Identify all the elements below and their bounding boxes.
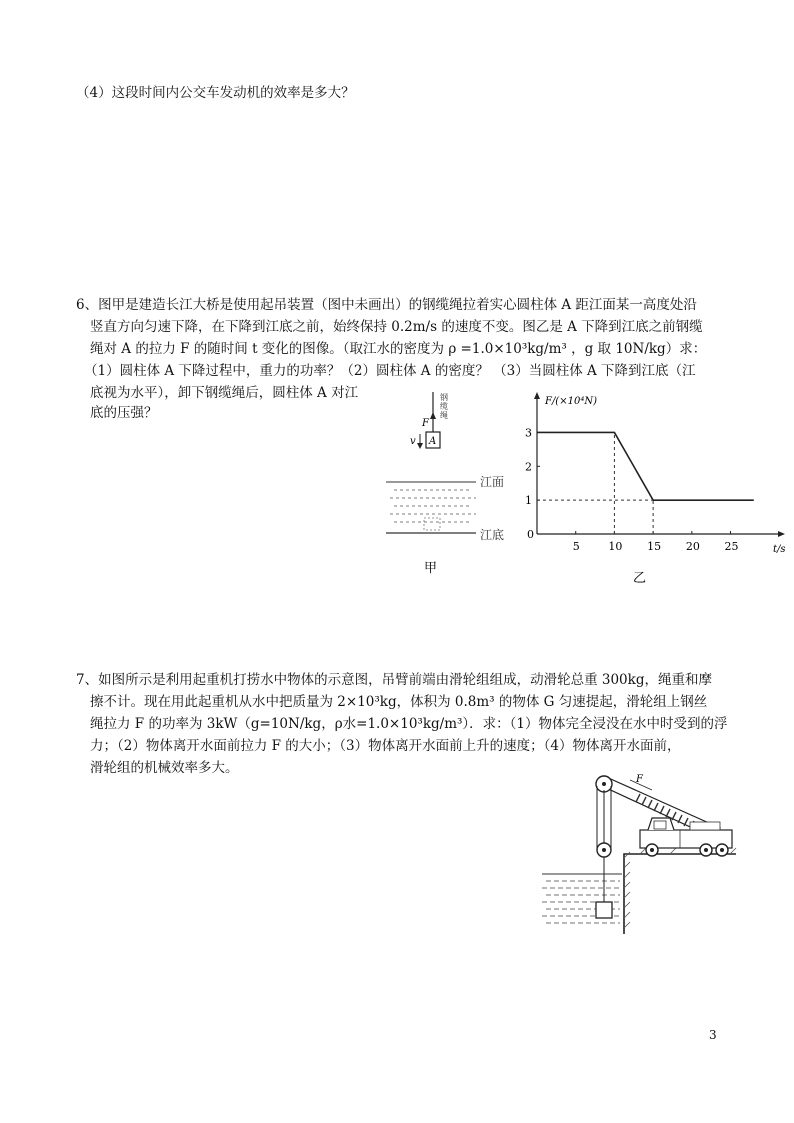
q6-line: 6、图甲是建造长江大桥是使用起吊装置（图中未画出）的钢缆绳拉着实心圆柱体 A 距江面某一高度处沿 — [76, 297, 697, 313]
x-tick-label: 20 — [685, 540, 700, 553]
velocity-label: v — [410, 436, 416, 447]
q6-line: 底的压强？ — [90, 405, 158, 421]
figure-jia — [380, 388, 520, 588]
surface-label: 江面 — [480, 475, 505, 489]
q6-line: 竖直方向匀速下降，在下降到江底之前，始终保持 0.2m/s 的速度不变。图乙是 A 下降到江底之前钢缆 — [90, 319, 703, 335]
river-bank — [624, 854, 736, 934]
cable-label — [440, 392, 448, 420]
object-a-bottom — [424, 518, 440, 530]
force-arrow-icon — [430, 412, 436, 419]
q7-line: 滑轮组的机械效率多大。 — [90, 760, 239, 776]
q7-line: 7、如图所示是利用起重机打捞水中物体的示意图，吊臂前端由滑轮组组成，动滑轮总重 300kg，绳重和摩 — [76, 672, 712, 688]
q7-line: 绳拉力 F 的功率为 3kW（g=10N/kg，ρ水=1.0×10³kg/m³）．求：（1）物体完全浸没在水中时受到的浮 — [90, 716, 728, 732]
x-tick-label: 10 — [608, 540, 623, 553]
bottom-label: 江底 — [480, 528, 505, 542]
x-tick-label: 15 — [647, 540, 662, 553]
object-a-label: A — [429, 436, 437, 447]
series-line — [537, 432, 754, 500]
y-tick-label: 1 — [525, 494, 532, 508]
figure-yi-caption: 乙 — [633, 571, 647, 586]
cable-label-char-3: 绳 — [440, 411, 448, 420]
y-tick-label: 2 — [525, 460, 532, 474]
y-axis-label: F/(×10⁴N) — [545, 396, 597, 407]
x-axis-label: t/s — [773, 544, 786, 555]
cable-label-char-2: 缆 — [440, 402, 448, 411]
q7-line: 擦不计。现在用此起重机从水中把质量为 2×10³kg，体积为 0.8m³ 的物体 G 匀速提起，滑轮组上钢丝 — [90, 694, 708, 710]
question-4: （4）这段时间内公交车发动机的效率是多大？ — [76, 85, 355, 101]
y-tick-label: 3 — [525, 426, 532, 440]
q6-line: （1）圆柱体 A 下降过程中，重力的功率？（2）圆柱体 A 的密度？ （3）当圆柱体 A 下降到江底（江 — [84, 363, 696, 379]
q6-line: 绳对 A 的拉力 F 的随时间 t 变化的图像。（取江水的密度为 ρ =1.0×10³kg/m³ ，g 取 10N/kg）求： — [90, 341, 707, 357]
x-tick-label: 5 — [572, 540, 580, 553]
velocity-arrow-icon — [417, 443, 423, 449]
force-label: F — [422, 418, 429, 429]
crane-force-label: F — [636, 774, 643, 785]
q7-line: 力；（2）物体离开水面前拉力 F 的大小；（3）物体离开水面前上升的速度；（4）物体离开水面前， — [90, 738, 681, 754]
object-g — [596, 902, 612, 918]
x-tick-label: 0 — [527, 528, 534, 541]
page-number: 3 — [709, 1028, 717, 1042]
x-tick-label: 25 — [724, 540, 739, 553]
cable-label-char-1: 钢 — [440, 393, 448, 402]
figure-jia-caption: 甲 — [424, 561, 438, 576]
y-axis-arrow-icon — [534, 392, 540, 399]
crane-figure — [540, 768, 740, 940]
q6-line: 底视为水平），卸下钢缆绳后，圆柱体 A 对江 — [90, 385, 359, 401]
force-time-chart — [515, 392, 790, 594]
x-axis-arrow-icon — [778, 531, 785, 537]
